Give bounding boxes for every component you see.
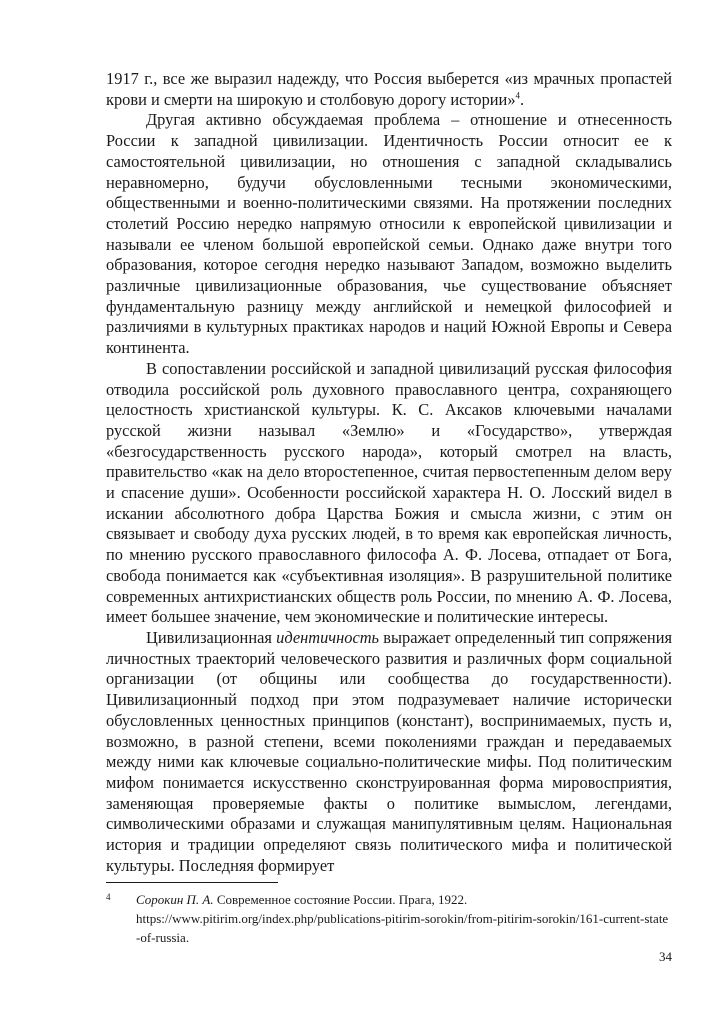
paragraph-4-rest: выражает определенный тип сопряжения личностных траекторий человеческого развития и различных форм социальной организации (от общины или сообщества до государственности). Цивилизационный подход при этом подразумевает наличие исторически обусловленных ценностных принципов (констант), воспринимаемых, пусть и, возможно, в разной степени, всеми поколениями граждан и передаваемых между ними как ключевые социально-политические мифы. Под политическим мифом понимается искусственно сконструированная форма мировосприятия, заменяющая проверяемые факты о политике вымыслом, легендами, символическими образами и служащая манипулятивным целям. Национальная история и традиции определяют связь политического мифа и политической культуры. Последняя формирует — [106, 627, 673, 875]
paragraph-4-start: Цивилизационная — [146, 627, 277, 647]
footnote-author: Сорокин П. А. — [136, 892, 214, 907]
paragraph-2: Другая активно обсуждаемая проблема – отношение и отнесенность России к западной цивилизации. Идентичность России относит ее к самостоятельной цивилизации, но отношения с западной складывались неравномерно, будучи обусловленными тесными экономическими, общественными и военно-политическими связями. На протяжении последних столетий Россию нередко напрямую относили к европейской цивилизации и называли ее членом большой европейской семьи. Однако даже внутри того образования, которое сегодня нередко называют Западом, возможно выделить различные цивилизационные образования, чье существование объясняет фундаментальную разницу между английской и немецкой философией и различиями в культурных практиках народов и наций Южной Европы и Севера континента. — [106, 110, 672, 358]
paragraph-4 — [106, 628, 672, 876]
footnote-number: 4 — [106, 892, 111, 902]
footnote-url[interactable]: https://www.pitirim.org/index.php/publications-pitirim-sorokin/from-pitirim-sorokin/161-current-state-of-russia. — [136, 911, 669, 945]
italic-term: идентичность — [276, 627, 380, 647]
footnote-reference[interactable]: 4 — [515, 90, 521, 101]
page-number: 34 — [659, 949, 672, 964]
paragraph-1 — [106, 69, 672, 110]
footnote-separator — [106, 882, 278, 883]
footnote-body — [136, 890, 672, 947]
body-text — [106, 69, 672, 876]
paragraph-1-end: . — [520, 89, 525, 109]
footnote — [106, 890, 672, 947]
footnote-text: Современное состояние России. Прага, 1922. — [213, 892, 468, 907]
paragraph-3: В сопоставлении российской и западной цивилизаций русская философия отводила российской роль духовного православного центра, сохраняющего целостность христианской культуры. К. С. Аксаков ключевыми началами русской жизни называл «Землю» и «Государство», утверждая «безгосударственность русского народа», который смотрел на власть, правительство «как на дело второстепенное, считая первостепенным делом веру и спасение души». Особенности российской характера Н. О. Лосский видел в искании абсолютного добра Царства Божия и смысла жизни, с этим он связывает и свободу духа русских людей, в то время как европейская личность, по мнению русского православного философа А. Ф. Лосева, отпадает от Бога, свобода понимается как «субъективная изоляция». В разрушительной политике современных антихристианских обществ роль России, по мнению А. Ф. Лосева, имеет большее значение, чем экономические и политические интересы. — [106, 358, 672, 627]
paragraph-1-text: 1917 г., все же выразил надежду, что Россия выберется «из мрачных пропастей крови и смерти на широкую и столбовую дорогу истории» — [106, 69, 672, 109]
